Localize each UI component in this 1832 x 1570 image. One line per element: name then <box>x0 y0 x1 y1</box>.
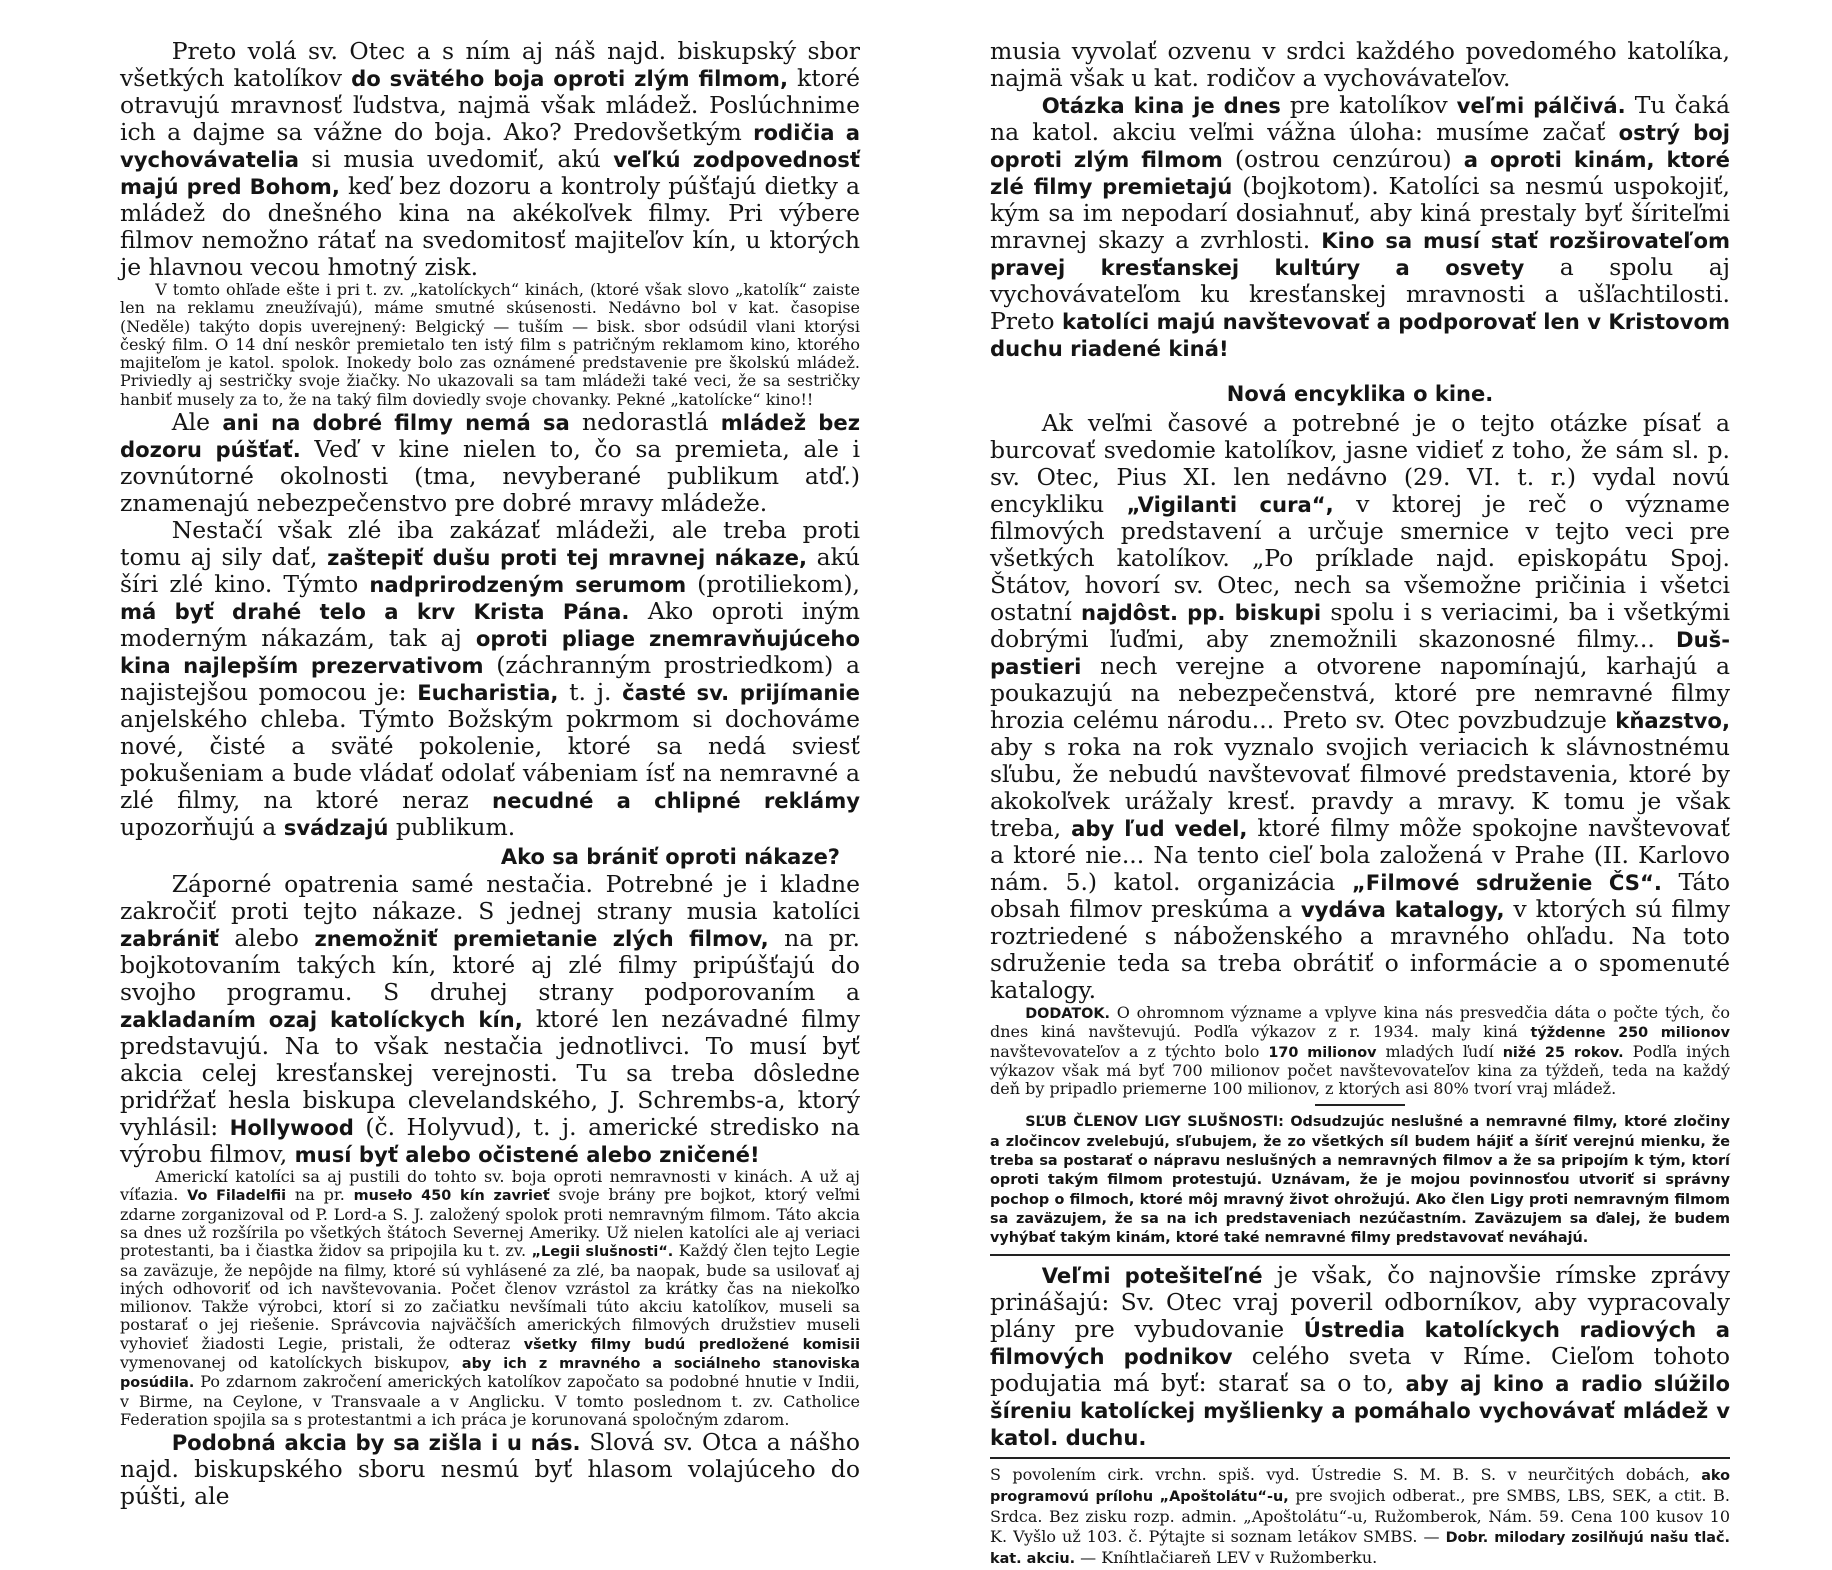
text-run: (protiliekom), <box>686 570 860 599</box>
bold-run: Ústredia katolíckych radiových a filmových podnikov <box>990 1316 1730 1369</box>
text-run: upozorňujú a <box>120 813 284 842</box>
bold-run: svádzajú <box>283 815 389 841</box>
section-heading-encyclical: Nová encyklika o kine. <box>1226 382 1494 406</box>
text-run: Americkí katolíci sa aj pustili do tohto sv. boja oproti nemravnosti v kinách. A už aj víťazia. <box>120 1167 860 1205</box>
text-run: Tu čaká na katol. akciu veľmi vážna úloha: musíme začať <box>990 91 1730 146</box>
bold-run: aby ich z mravného a sociálneho stanoviska posúdila. <box>120 1356 860 1392</box>
bold-run: necudné a chlipné reklámy <box>492 788 860 814</box>
text-run: (záchranným prostriedkom) a najistejšou pomocou je: <box>120 651 860 707</box>
bold-run: SĽUB ČLENOV LIGY SLUŠNOSTI: <box>1025 1114 1284 1131</box>
bold-run: musí byť alebo očistené alebo zničené! <box>294 1142 760 1168</box>
paragraph-similar-action <box>120 1429 860 1510</box>
bold-run: všetky filmy budú predložené komisii <box>523 1336 860 1353</box>
paragraph-dodatok <box>990 1004 1730 1098</box>
bold-run: do svätého boja oproti zlým filmom, <box>351 66 788 91</box>
bold-run: Podobná akcia by sa zišla i u nás. <box>171 1430 581 1456</box>
text-run: mladých ľudí <box>1376 1041 1503 1061</box>
bold-run: Dobr. milodary zosilňujú našu tlač. kat. akciu. <box>990 1529 1730 1568</box>
bold-run: zakladaním ozaj katolíckych kín, <box>120 1007 523 1033</box>
text-run: Slová sv. Otca a nášho najd. biskupského sboru nesmú byť hlasom volajúceho do púšti, ale <box>120 1428 860 1511</box>
text-run: Táto obsah filmov preskúma a <box>990 868 1730 923</box>
text-run: ktoré len nezávadné filmy predstavujú. Na to však nestačia jednotlivci. To musí byť akcia celej kresťanskej verejnosti. Tu sa treba dôsledne pridŕžať hesla biskupa clevelandského, J. Schrembs-a, ktorý vyhlásil: <box>120 1005 861 1142</box>
text-run: Nestačí však zlé iba zakázať mládeži, ale treba proti tomu aj sily dať, <box>120 516 860 572</box>
text-run: vymenovanej od katolíckych biskupov, <box>120 1353 462 1373</box>
bold-run: rodičia a vychovávatelia <box>120 120 860 172</box>
text-run: na pr. bojkotovaním takých kín, ktoré aj zlé filmy pripúšťajú do svojho programu. S druhej strany podporovaním a <box>120 924 860 1007</box>
paragraph-american-catholics <box>120 1168 860 1429</box>
bold-run: oproti pliage znemravňujúceho kina najlepším prezervativom <box>120 626 860 679</box>
text-run: na pr. <box>286 1185 354 1205</box>
text-run: ktoré otravujú mravnosť ľudstva, najmä však mládež. Poslúchnime ich a dajme sa vážne do boja. Ako? Predovšetkým <box>120 64 860 146</box>
section-heading-defense: Ako sa brániť oproti nákaze? <box>500 845 840 870</box>
bold-run: aby aj kino a radio slúžilo šíreniu katolíckej myšlienky a pomáhalo vychovávať mládež v katol. duchu. <box>990 1370 1730 1450</box>
paragraph-catholic-cinemas-note: V tomto ohľade ešte i pri t. zv. „katolíckych“ kinách, (ktoré však slovo „katolík“ zaiste len na reklamu zneužívajú), máme smutné skúsenosti. Nedávno bol v kat. časopise (Neděle) takýto dopis uverejnený: Belgický — tuším — bisk. sbor odsúdil vlani ktorýsi český film. O 14 dní neskôr premietalo ten istý film s patričným reklamom kino, ktorého majiteľom je katol. spolok. Inokedy bolo zas oznámené predstavenie pre školskú mládež. Priviedly aj sestričky svoje žiačky. No ukazovali sa tam mládeži také veci, že sa sestričky hanbiť musely za to, že na taký film doviedly svoje chovanky. Pekné „katolícke“ kino!! <box>120 280 860 409</box>
bold-run: kňazstvo, <box>1615 708 1730 733</box>
bold-run: vydáva katalogy, <box>1300 897 1505 922</box>
bold-run: DODATOK. <box>1025 1006 1110 1022</box>
text-run: keď bez dozoru a kontroly púšťajú dietky a mládež do dnešného kina na akékoľvek filmy. Pri výbere filmov nemožno rátať na svedomitosť majiteľov kín, u ktorých je hlavnou vecou hmotný zisk. <box>120 172 860 281</box>
text-run: Ale <box>171 408 223 437</box>
bold-run: Odsudzujúc neslušné a nemravné filmy, ktoré zločiny a zločincov zvelebujú, sľubujem, že zo všetkých síl budem hájiť a šíriť verejnú mienku, že treba sa postarať o nápravu neslušných a nemravných filmov a že sa pripojím k tým, ktorí oproti takým filmom protestujú. Uznávam, že je mojou povinnosťou utvoriť si správny pochop o filmoch, ktoré môj mravný život ohrožujú. Ako člen Ligy proti nemravným filmom sa zaväzujem, že sa na ich predstaveniach nezúčastním. Zaväzujem sa ďalej, že budem vyhýbať takým kinám, ktoré také nemravné filmy predstavovať neváhajú. <box>990 1114 1730 1247</box>
bold-run: aby ľud vedel, <box>1071 816 1248 841</box>
text-run: je však, čo najnovšie rímske zprávy prinášajú: Sv. Otec vraj poveril odborníkov, aby vypracovaly plány pre vybudovanie <box>990 1260 1730 1343</box>
text-run: Podľa iných výkazov však má byť 700 milionov počet navštevovateľov kina za týždeň, teda na každý deň by pripadlo priemerne 100 milionov, z ktorých asi 80% tvorí vraj mládež. <box>990 1041 1731 1099</box>
text-run: celého sveta v Ríme. Cieľom tohoto podujatia má byť: starať sa o to, <box>990 1341 1730 1397</box>
publisher-footer <box>990 1465 1730 1570</box>
bold-run: Otázka kina je dnes <box>1041 93 1281 118</box>
bold-run: ostrý boj oproti zlým filmom <box>990 120 1730 172</box>
text-run: ktoré filmy môže spokojne navštevovať a ktoré nie... Na tento cieľ bola založená v Prahe (II. Karlovo nám. 5.) katol. organizácia <box>990 814 1730 896</box>
bold-run: mládež bez dozoru púšťať. <box>120 410 860 463</box>
bold-run: zabrániť <box>120 926 219 952</box>
text-run: v ktorej je reč o význame filmových predstavení a určuje smernice v tejto veci pre všetkých katolíkov. „Po príklade najd. episkopátu Spoj. Štátov, hovorí sv. Otec, nech sa všemožne pričinia i všetci ostatní <box>990 490 1730 626</box>
paragraph-eucharist <box>120 517 860 841</box>
text-run: nech verejne a otvorene napomínajú, karhajú a poukazujú na nebezpečenstvá, ktoré pre nemravné filmy hrozia celému národu... Preto sv. Otec povzbudzuje <box>990 652 1730 734</box>
text-run: Záporné opatrenia samé nestačia. Potrebné je i kladne zakročiť proti tejto nákaze. S jednej strany musia katolíci <box>120 870 860 926</box>
bold-run: „Vigilanti cura“, <box>1126 492 1334 517</box>
bold-run: zaštepiť dušu proti tej mravnej nákaze, <box>327 545 808 571</box>
text-run: (bojkotom). Katolíci sa nesmú uspokojiť, kým sa im nepodarí dosiahnuť, aby kiná prestaly byť šíriteľmi mravnej skazy a zvrhlosti. <box>990 172 1730 254</box>
paragraph-league-pledge <box>990 1112 1730 1247</box>
text-run: Ako oproti iným moderným nákazám, tak aj <box>120 597 861 653</box>
text-run: pre svojich odberat., pre SMBS, LBS, SEK, a ctit. B. Srdca. Bez zisku rozp. admin. „Apoštolátu“-u, Ružomberok, Nám. 59. Cena 100 kusov 10 K. Vyšlo už 103. č. Pýtajte si soznam letákov SMBS. — <box>990 1485 1730 1546</box>
left-column <box>120 38 860 1510</box>
bold-run: Vo Filadelfii <box>187 1188 287 1205</box>
text-run: v ktorých sú filmy roztriedené s náboženského a mravného ohľadu. Na toto sdruženie teda sa treba obrátiť o informácie a o spomenuté katalogy. <box>990 895 1731 1004</box>
bold-run: znemožniť premietanie zlých filmov, <box>314 926 769 952</box>
text-run: publikum. <box>388 813 516 842</box>
paragraph-call-to-battle <box>120 38 860 281</box>
paragraph-vigilanti-cura <box>990 410 1730 1004</box>
bold-run: najdôst. pp. biskupi <box>1081 600 1322 625</box>
bold-run: Kino sa musí stať rozširovateľom pravej kresťanskej kultúry a osvety <box>990 228 1730 280</box>
text-run: (ostrou cenzúrou) <box>1222 145 1464 173</box>
bold-run: a oproti kinám, ktoré zlé filmy premietajú <box>990 147 1730 199</box>
bold-run: týždenne 250 milionov <box>1530 1025 1730 1042</box>
bold-run: veľmi pálčivá. <box>1456 93 1626 118</box>
bold-run: Eucharistia, <box>417 680 559 706</box>
text-run: alebo <box>218 924 315 953</box>
bold-run: má byť drahé telo a krv Krista Pána. <box>120 599 630 625</box>
bold-run: „Legii slušnosti“. <box>531 1244 674 1261</box>
text-run: a spolu aj vychovávateľom ku kresťanskej mravnosti a ušľachtilosti. Preto <box>990 253 1730 335</box>
bold-run: veľkú zodpovednosť majú pred Bohom, <box>120 147 860 199</box>
text-run: navštevovateľov a z týchto bolo <box>990 1041 1269 1061</box>
text-run: Ak veľmi časové a potrebné je o tejto otázke písať a burcovať svedomie katolíkov, jasne vidieť z toho, že sám sl. p. sv. Otec, Pius XI. len nedávno (29. VI. t. r.) vydal novú encykliku <box>990 409 1730 518</box>
bold-run: nižé 25 rokov. <box>1502 1044 1624 1061</box>
text-run: anjelského chleba. Týmto Božským pokrmom si dochováme nové, čisté a sväté pokolenie, ktoré sa nedá sviesť pokušeniam a bude vládať odolať vábeniam ísť na nemravné a zlé filmy, na ktoré neraz <box>120 705 860 815</box>
text-run: aby s roka na rok vyznalo svojich veriacich k slávnostnému sľubu, že nebudú navštevovať filmové predstavenia, ktoré by akokoľvek urážaly kresť. pravdy a mravy. K tomu je však treba, <box>990 733 1730 842</box>
text-run: O ohromnom význame a vplyve kina nás presvedčia dáta o počte tých, čo dnes kiná navštevujú. Podľa výkazov z r. 1934. maly kiná <box>990 1003 1730 1042</box>
paragraph-vatican-news <box>990 1262 1730 1451</box>
paragraph-positive-measures <box>120 871 860 1168</box>
text-run: (č. Holyvud), t. j. americké stredisko na výrobu filmov, <box>120 1113 860 1169</box>
text-run: Po zdarnom zakročení amerických katolíkov započato sa podobné hnutie v Indii, v Birme, na Ceylone, v Transvaale a v Anglicku. V tomto poslednom t. zv. Catholice Federation spojila sa s protestantmi a ich práca je korunovaná spoločným zdarom. <box>120 1372 860 1429</box>
bold-run: katolíci majú navštevovať a podporovať len v Kristovom duchu riadené kiná! <box>990 309 1730 361</box>
text-run: Každý člen tejto Legie sa zaväzuje, že nepôjde na filmy, ktoré sú vyhlásené za zlé, ba naopak, bude sa usilovať aj iných odhovoriť od ich navštevovania. Počet členov vzrástol za krátky čas na niekoľko milionov. Takže výrobci, ktorí si zo začiatku nevšímali túto akciu katolíkov, museli sa postarať o jej riešenie. Správcovia najväčších amerických filmových družstiev museli vyhovieť žiadosti Legie, pristali, že odteraz <box>120 1241 860 1353</box>
bold-run: Hollywood <box>229 1115 354 1141</box>
text-run: — Kníhtlačiareň LEV v Ružomberku. <box>1075 1548 1378 1568</box>
text-run: si musia uvedomiť, akú <box>298 145 614 173</box>
divider <box>990 1254 1730 1256</box>
text-run: spolu i s veriacimi, ba i všetkými dobrými ľuďmi, aby znemožnili skazonosné filmy... <box>990 598 1730 653</box>
bold-run: „Filmové sdruženie ČS“. <box>1351 870 1662 895</box>
right-column <box>990 38 1730 1570</box>
bold-run: časté sv. prijímanie <box>622 680 860 706</box>
bold-run: 170 milionov <box>1268 1044 1377 1061</box>
bold-run: Veľmi potešiteľné <box>1041 1262 1263 1288</box>
divider <box>1315 1104 1405 1106</box>
divider <box>990 1457 1730 1459</box>
paragraph-youth-supervision <box>120 409 860 517</box>
text-run: S povolením cirk. vrchn. spiš. vyd. Ústredie S. M. B. S. v neurčitých dobách, <box>990 1464 1702 1484</box>
bold-run: ako programovú prílohu „Apoštolátu“-u, <box>990 1467 1730 1505</box>
text-run: svoje brány pre bojkot, ktorý veľmi zdarne zorganizoval od P. Lord-a S. J. založený spolok proti nemravným filmom. Táto akcia sa dnes už rozšírila po všetkých štátoch Severnej Ameriky. Už nielen katolíci ale aj veriaci protestanti, ba i čiastka židov sa pripojila ku t. zv. <box>120 1185 860 1261</box>
bold-run: Dušpastieri <box>990 627 1730 679</box>
paragraph-cinema-question <box>990 92 1730 362</box>
text-run: Veď v kine nielen to, čo sa premieta, ale i zovnútorné okolnosti (tma, nevyberané publikum atď.) znamenajú nebezpečenstvo pre dobré mravy mládeže. <box>120 435 860 518</box>
text-run: akú šíri zlé kino. Týmto <box>120 543 861 599</box>
paragraph-continuation: musia vyvolať ozvenu v srdci každého povedomého katolíka, najmä však u kat. rodičov a vychovávateľov. <box>990 37 1730 92</box>
bold-run: ani na dobré filmy nemá sa <box>222 410 570 436</box>
text-run: nedorastlá <box>569 408 721 437</box>
text-run: pre katolíkov <box>1280 91 1457 119</box>
bold-run: museło 450 kín zavrieť <box>353 1188 550 1205</box>
bold-run: nadprirodzeným serumom <box>369 572 687 598</box>
text-run: Preto volá sv. Otec a s ním aj náš najd. biskupský sbor všetkých katolíkov <box>120 37 860 92</box>
text-run: t. j. <box>558 678 623 707</box>
